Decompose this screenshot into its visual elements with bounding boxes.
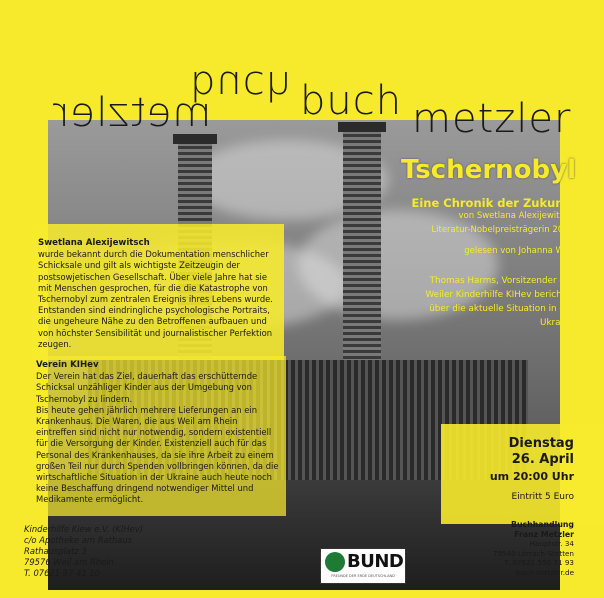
verein-heading: Verein KIHev xyxy=(36,360,99,370)
shop-name-line: Buchhandlung xyxy=(511,520,574,529)
author-text: wurde bekannt durch die Dokumentation menschlicher Schicksale und gilt als wichtigste Zeitzeugin der postsowjetischen Gesellschaft. Über viele Jahre hat sie mit Menschen gesprochen, für die die Katastrophe von Tschernobyl zum zentralen Ereignis ihres Lebens wurde. Entstanden sind eindringliche psychologische Portraits, die ungeheure Nähe zu den Betroffenen aufbauen und von höchster Sensibilität und journalistischer Perfektion zeugen. xyxy=(38,249,273,349)
author-line: von Swetlana Alexijewitsch xyxy=(458,211,574,221)
bund-emblem-icon xyxy=(325,552,345,572)
event-day: Dienstag xyxy=(508,436,574,451)
verein-text-1: Der Verein hat das Ziel, dauerhaft das erschütternde Schicksal unzähliger Kinder aus der Umgebung von Tschernobyl zu lindern. xyxy=(36,371,258,404)
address-line: Rathausplatz 3 xyxy=(24,546,87,556)
address-line: c/o Apotheke am Rathaus xyxy=(24,535,133,545)
shop-name-line: Franz Metzler xyxy=(514,529,574,539)
bund-logo-text: BUND xyxy=(347,551,404,572)
event-subtitle: Eine Chronik der Zukunft xyxy=(411,196,574,210)
entry-fee: Eintritt 5 Euro xyxy=(511,492,574,502)
author-block xyxy=(38,238,274,350)
logo-mirrored-top: buch xyxy=(190,62,293,108)
author-heading: Swetlana Alexijewitsch xyxy=(38,238,150,248)
shop-address xyxy=(493,520,574,578)
shop-address-line: 79540 Lörrach-Stetten xyxy=(492,548,574,558)
shop-address-line: Hauptstr. 34 xyxy=(529,539,574,549)
logo-mirrored-left: metzler xyxy=(52,90,212,136)
address-phone: T. 07621 97 41 10 xyxy=(24,568,101,578)
address-line: 79576 Weil am Rhein xyxy=(24,557,114,567)
address-line: Kinderhilfe Kiew e.V. (KIHev) xyxy=(24,524,144,534)
shop-phone: T. 07621 550 71 93 xyxy=(504,558,574,568)
talk-info: Thomas Harms, Vorsitzender der Weiler Kinderhilfe KIHev berichtet über die aktuelle Situation in der Ukraine xyxy=(425,276,574,328)
event-time: um 20:00 Uhr xyxy=(489,470,574,483)
event-date: 26. April xyxy=(511,452,574,467)
shop-website: buch-metzler.de xyxy=(515,567,574,577)
bund-logo-subtext: FREUNDE DER ERDE DEUTSCHLAND xyxy=(331,574,395,578)
verein-text-2: Bis heute gehen jährlich mehrere Lieferungen an ein Krankenhaus. Die Waren, die aus Weil am Rhein eintreffen sind nicht nur notwendig, sondern existentiell für die Versorgung der Kinder. Existenziell auch für das Personal des Krankenhauses, da sie ihre Arbeit zu einem großen Teil nur durch Spenden vollbringen können, da die wirtschaftliche Situation in der Ukraine auch heute noch keine Beschaffung dringend notwendiger Mittel und Medikamente ermöglicht. xyxy=(36,404,279,505)
reader-line: gelesen von Johanna Wolf xyxy=(464,246,574,256)
verein-address xyxy=(24,524,143,579)
event-title: Tschernobyl xyxy=(401,155,576,185)
logo-right: metzler xyxy=(412,96,572,142)
bund-logo xyxy=(320,548,406,584)
verein-block xyxy=(36,360,280,506)
prize-line: Literatur-Nobelpreisträgerin 2015 xyxy=(431,225,574,235)
logo-top: buch xyxy=(300,78,403,124)
